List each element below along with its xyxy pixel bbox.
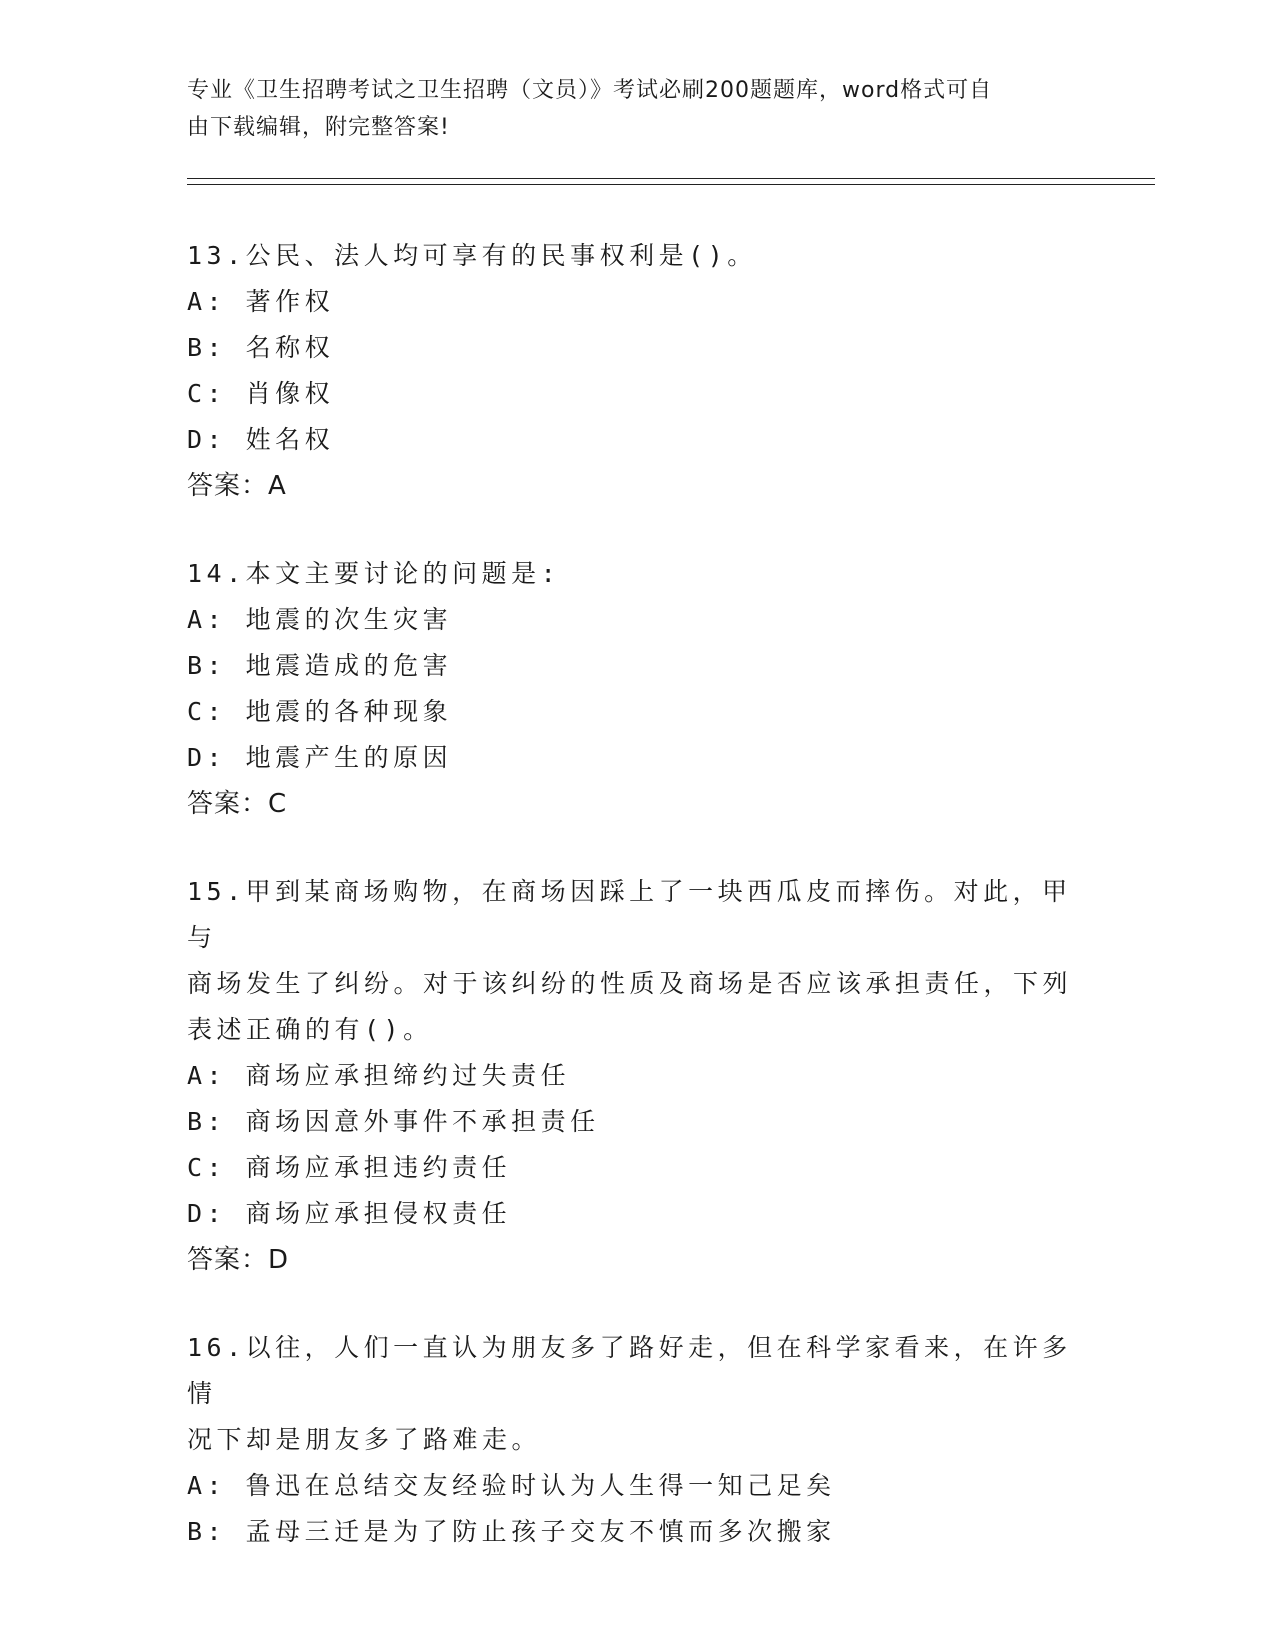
question-13 — [187, 233, 1087, 509]
question-stem: 13.公民、法人均可享有的民事权利是()。 — [187, 241, 757, 270]
question-16 — [187, 1325, 1087, 1555]
answer-label: 答案：D — [187, 1245, 290, 1275]
option-a: A: 鲁迅在总结交友经验时认为人生得一知己足矣 — [187, 1471, 836, 1500]
option-d: D: 地震产生的原因 — [187, 743, 453, 772]
question-stem-line-1: 16.以往，人们一直认为朋友多了路好走，但在科学家看来，在许多情 — [187, 1333, 1072, 1408]
question-stem: 14.本文主要讨论的问题是: — [187, 559, 561, 588]
option-b: B: 商场因意外事件不承担责任 — [187, 1107, 600, 1136]
question-stem-line-2: 况下却是朋友多了路难走。 — [187, 1425, 542, 1454]
option-a: A: 商场应承担缔约过失责任 — [187, 1061, 571, 1090]
answer-label: 答案：C — [187, 789, 288, 819]
option-c: C: 地震的各种现象 — [187, 697, 453, 726]
question-stem-line-3: 表述正确的有()。 — [187, 1015, 433, 1044]
option-a: A: 著作权 — [187, 287, 335, 316]
option-d: D: 姓名权 — [187, 425, 335, 454]
header-divider — [187, 178, 1155, 185]
header-line-2: 由下载编辑，附完整答案! — [187, 115, 450, 140]
option-b: B: 孟母三迁是为了防止孩子交友不慎而多次搬家 — [187, 1517, 836, 1546]
question-15 — [187, 869, 1087, 1283]
option-c: C: 肖像权 — [187, 379, 335, 408]
option-b: B: 地震造成的危害 — [187, 651, 453, 680]
option-a: A: 地震的次生灾害 — [187, 605, 453, 634]
option-d: D: 商场应承担侵权责任 — [187, 1199, 512, 1228]
page-header — [187, 72, 1067, 146]
answer-label: 答案：A — [187, 471, 287, 501]
question-list — [187, 233, 1087, 1597]
question-stem-line-1: 15.甲到某商场购物，在商场因踩上了一块西瓜皮而摔伤。对此，甲与 — [187, 877, 1072, 952]
question-14 — [187, 551, 1087, 827]
header-line-1: 专业《卫生招聘考试之卫生招聘（文员）》考试必刷200题题库，word格式可自 — [187, 78, 993, 103]
option-b: B: 名称权 — [187, 333, 335, 362]
question-stem-line-2: 商场发生了纠纷。对于该纠纷的性质及商场是否应该承担责任，下列 — [187, 969, 1073, 998]
option-c: C: 商场应承担违约责任 — [187, 1153, 512, 1182]
